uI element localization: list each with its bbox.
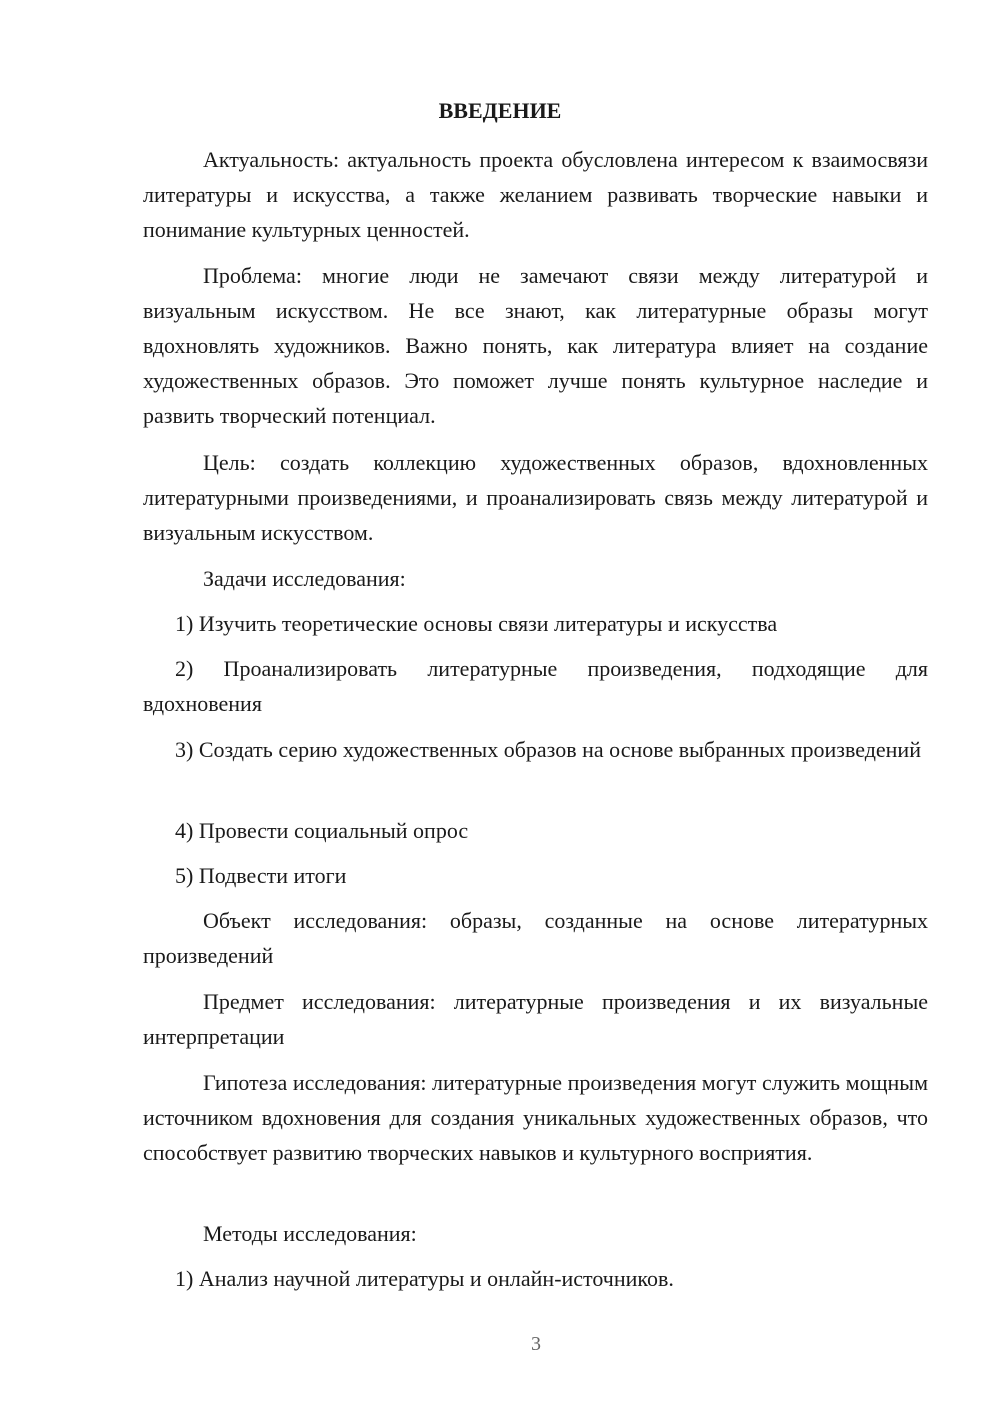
task-item-1: 1) Изучить теоретические основы связи литературы и искусства	[175, 611, 778, 636]
object-paragraph: Объект исследования: образы, созданные на основе литературных произведений	[143, 908, 928, 968]
methods-heading: Методы исследования:	[203, 1221, 417, 1246]
task-item-2: 2) Проанализировать литературные произведения, подходящие для вдохновения	[143, 656, 928, 716]
task-item-4: 4) Провести социальный опрос	[175, 818, 469, 843]
hypothesis-paragraph: Гипотеза исследования: литературные произведения могут служить мощным источником вдохновения для создания уникальных художественных образов, что способствует развитию творческих навыков и культурного восприятия.	[143, 1070, 928, 1165]
tasks-heading: Задачи исследования:	[203, 566, 406, 591]
goal-paragraph: Цель: создать коллекцию художественных образов, вдохновленных литературными произведениями, и проанализировать связь между литературой и визуальным искусством.	[143, 450, 928, 545]
problem-paragraph: Проблема: многие люди не замечают связи между литературой и визуальным искусством. Не все знают, как литературные образы могут вдохновлять художников. Важно понять, как литература влияет на создание художественных образов. Это поможет лучше понять культурное наследие и развить творческий потенциал.	[143, 263, 928, 428]
section-title-text: ВВЕДЕНИЕ	[438, 98, 562, 123]
method-item-1: 1) Анализ научной литературы и онлайн-источников.	[175, 1266, 674, 1291]
page-number: 3	[531, 1333, 541, 1355]
relevance-paragraph: Актуальность: актуальность проекта обусловлена интересом к взаимосвязи литературы и искусства, а также желанием развивать творческие навыки и понимание культурных ценностей.	[143, 147, 928, 242]
subject-paragraph: Предмет исследования: литературные произведения и их визуальные интерпретации	[143, 989, 928, 1049]
task-item-3: 3) Создать серию художественных образов на основе выбранных произведений	[175, 737, 921, 762]
section-title	[72, 97, 1000, 125]
task-item-5: 5) Подвести итоги	[175, 863, 347, 888]
